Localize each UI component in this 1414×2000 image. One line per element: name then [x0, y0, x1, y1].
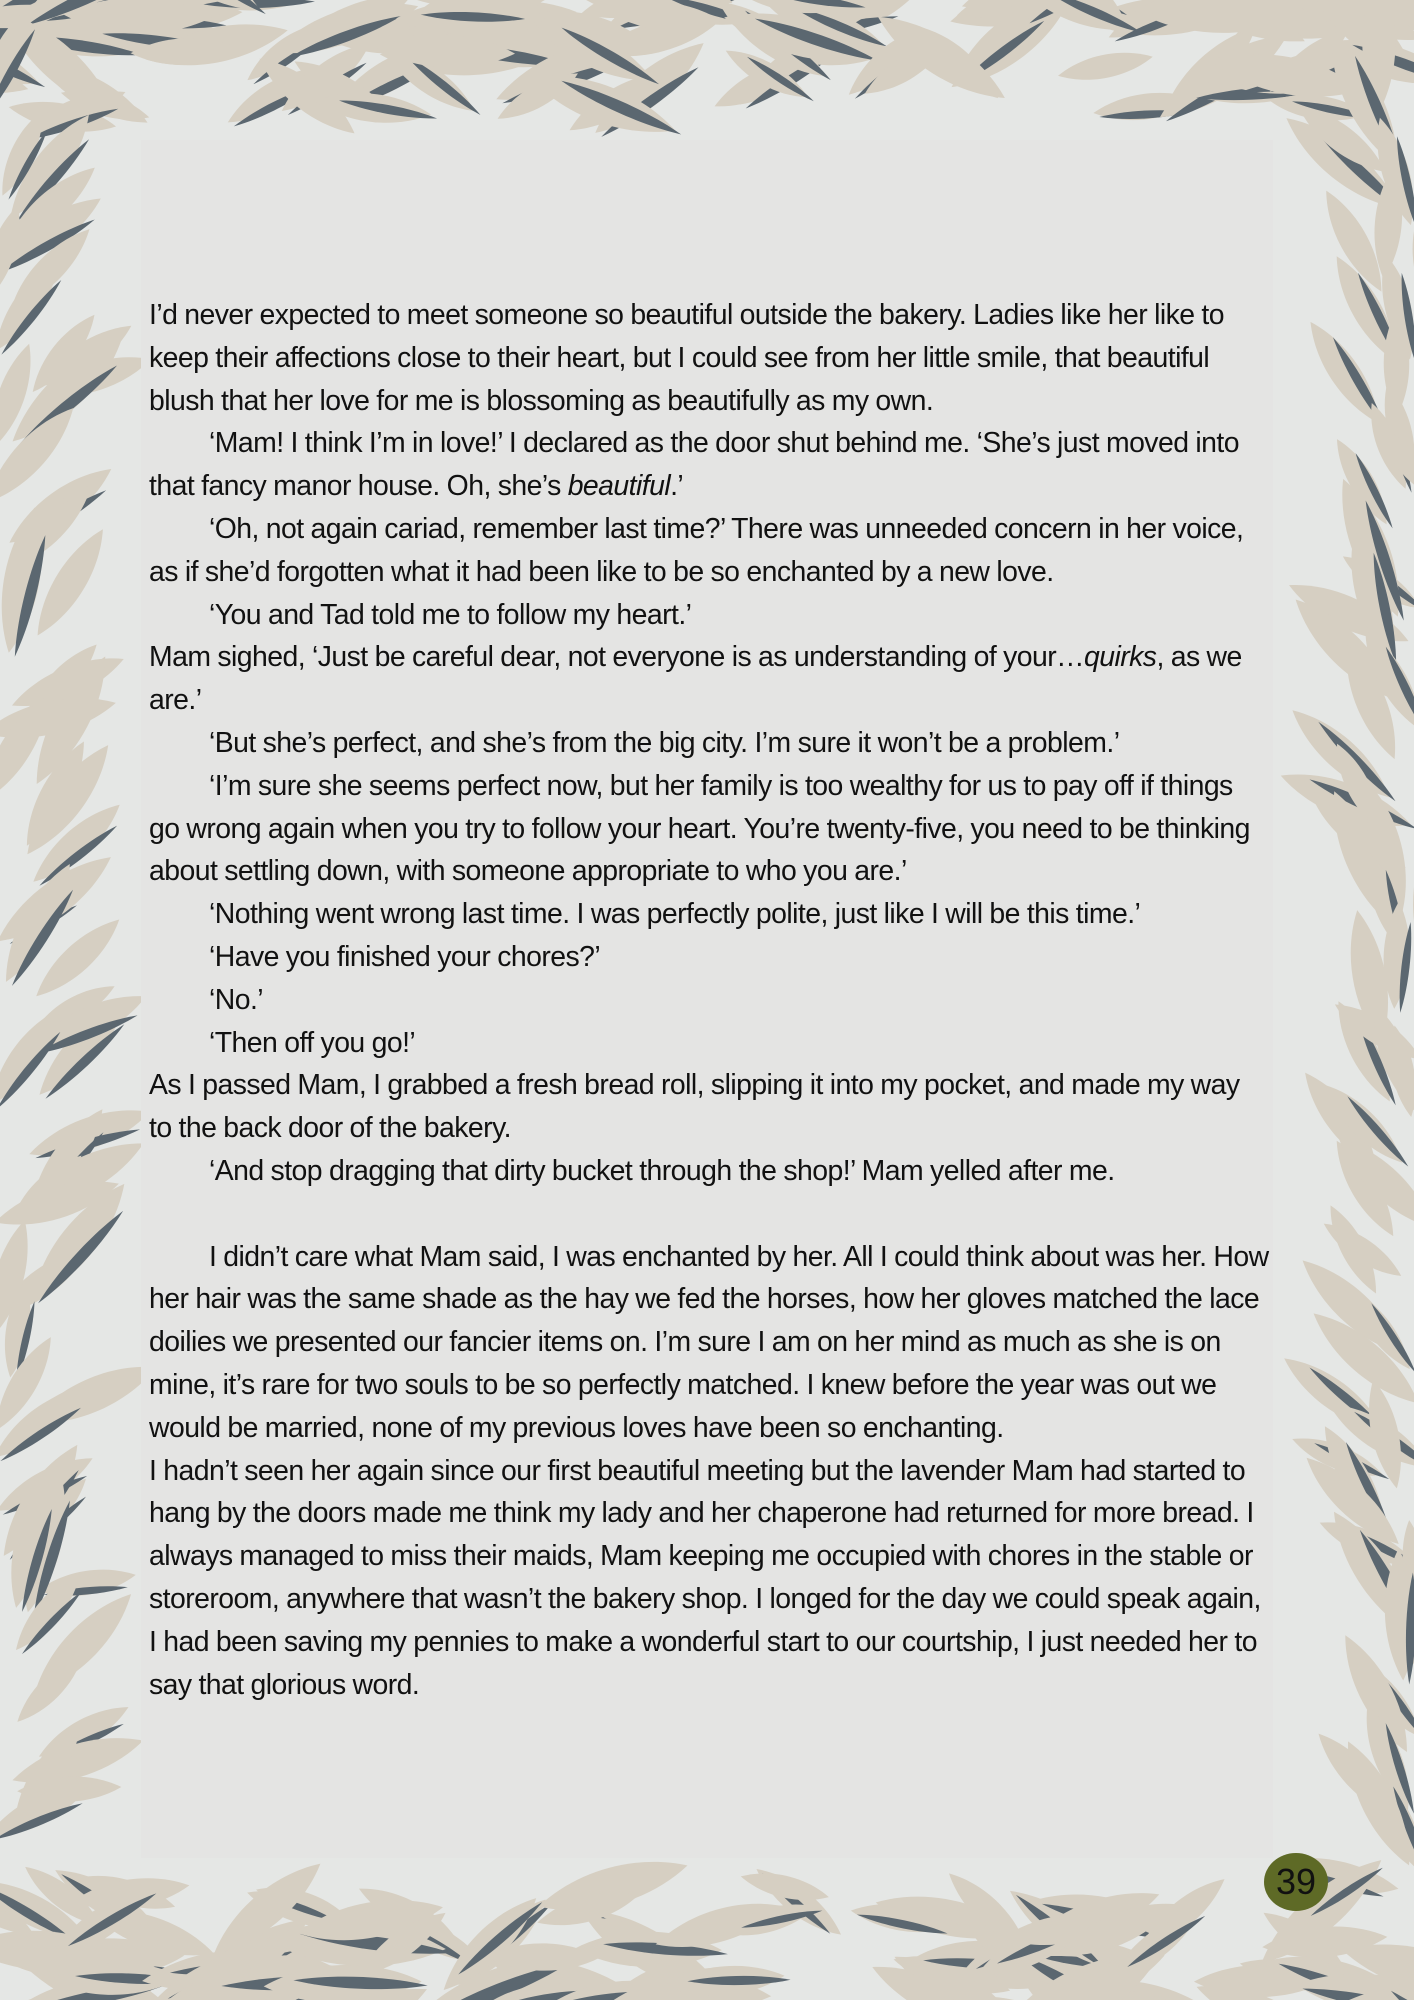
text-run: .’: [670, 470, 684, 503]
text-run: , as we are.’: [149, 641, 1242, 717]
page-number-badge: 39: [1264, 1853, 1328, 1911]
story-paragraph: [149, 979, 1269, 1022]
story-paragraph: [149, 1236, 1269, 1450]
story-paragraph: [149, 294, 1269, 422]
story-paragraph: [149, 636, 1269, 722]
text-run: ‘No.’: [209, 983, 264, 1016]
story-paragraph: [149, 594, 1269, 637]
text-run: ‘And stop dragging that dirty bucket through the shop!’ Mam yelled after me.: [209, 1154, 1115, 1187]
story-paragraph: [149, 508, 1269, 594]
paragraph-break: [149, 1193, 1269, 1236]
text-run: ‘Nothing went wrong last time. I was perfectly polite, just like I will be this time.’: [209, 898, 1141, 931]
story-paragraph: [149, 422, 1269, 508]
text-run: ‘Then off you go!’: [209, 1026, 416, 1059]
story-paragraph: [149, 765, 1269, 893]
text-run: ‘Have you finished your chores?’: [209, 940, 601, 973]
text-run: I hadn’t seen her again since our first beautiful meeting but the lavender Mam had started to hang by the doors made me think my lady and her chaperone had returned for more bread. I always managed to miss their maids, Mam keeping me occupied with chores in the stable or storeroom, anywhere that wasn’t the bakery shop. I longed for the day we could speak again, I had been saving my pennies to make a wonderful start to our courtship, I just needed her to say that glorious word.: [149, 1454, 1261, 1701]
text-run: ‘I’m sure she seems perfect now, but her family is too wealthy for us to pay off if things go wrong again when you try to follow your heart. You’re twenty-five, you need to be thinking about settling down, with someone appropriate to who you are.’: [149, 769, 1250, 888]
text-run: ‘Oh, not again cariad, remember last time?’ There was unneeded concern in her voice, as if she’d forgotten what it had been like to be so enchanted by a new love.: [149, 512, 1244, 588]
leaf-beige: [1056, 45, 1155, 87]
text-run: ‘But she’s perfect, and she’s from the big city. I’m sure it won’t be a problem.’: [209, 726, 1120, 759]
text-run: As I passed Mam, I grabbed a fresh bread roll, slipping it into my pocket, and made my way to the back door of the bakery.: [149, 1069, 1240, 1145]
story-text: [149, 294, 1269, 1706]
italic-emphasis: beautiful: [567, 470, 671, 503]
text-run: ‘You and Tad told me to follow my heart.’: [209, 598, 692, 631]
italic-emphasis: quirks: [1084, 641, 1157, 674]
text-run: ‘Mam! I think I’m in love!’ I declared as the door shut behind me. ‘She’s just moved into that fancy manor house. Oh, she’s: [149, 427, 1239, 503]
text-run: I didn’t care what Mam said, I was enchanted by her. All I could think about was her. How her hair was the same shade as the hay we fed the horses, how her gloves matched the lace doilies we presented our fancier items on. I’m sure I am on her mind as much as she is on mine, it’s rare for two souls to be so perfectly matched. I knew before the year was out we would be married, none of my previous loves have been so enchanting.: [149, 1240, 1269, 1444]
story-paragraph: [149, 936, 1269, 979]
text-run: I’d never expected to meet someone so beautiful outside the bakery. Ladies like her like to keep their affections close to their heart, but I could see from her little smile, that beautiful blush that her love for me is blossoming as beautifully as my own.: [149, 299, 1224, 417]
text-run: Mam sighed, ‘Just be careful dear, not everyone is as understanding of your…: [149, 641, 1084, 674]
story-paragraph: [149, 1150, 1269, 1193]
story-paragraph: [149, 893, 1269, 936]
story-paragraph: [149, 722, 1269, 765]
story-paragraph: [149, 1022, 1269, 1065]
story-paragraph: [149, 1064, 1269, 1150]
story-paragraph: [149, 1450, 1269, 1707]
